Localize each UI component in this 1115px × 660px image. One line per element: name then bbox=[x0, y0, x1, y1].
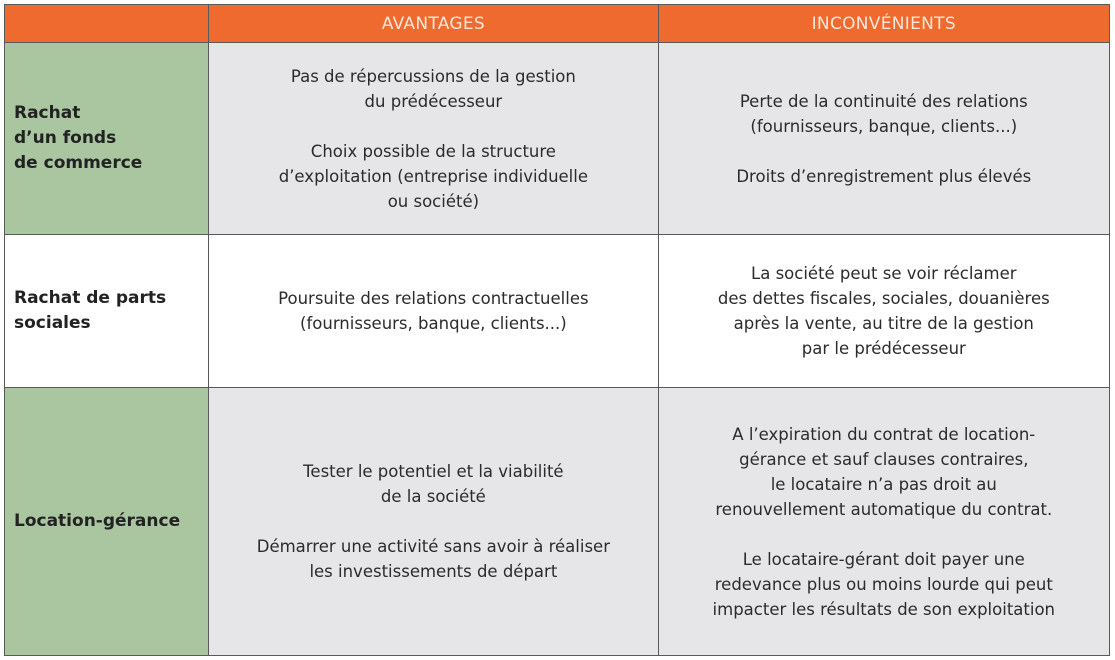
text-line: le locataire n’a pas droit au bbox=[770, 474, 997, 494]
advantages-cell bbox=[209, 235, 658, 388]
text-line: ou société) bbox=[387, 191, 480, 211]
comparison-table bbox=[4, 4, 1110, 656]
text-line: Perte de la continuité des relations bbox=[739, 91, 1028, 111]
text-line: du prédécesseur bbox=[364, 91, 503, 111]
row-label-line: Location-gérance bbox=[14, 511, 181, 531]
disadvantages-cell bbox=[658, 43, 1109, 235]
text-line: Poursuite des relations contractuelles bbox=[278, 289, 589, 308]
disadvantage-item bbox=[659, 164, 1109, 189]
text-line: Choix possible de la structure bbox=[310, 141, 556, 161]
row-label bbox=[5, 43, 209, 235]
text-line: Droits d’enregistrement plus élevés bbox=[736, 166, 1032, 186]
text-line: des dettes fiscales, sociales, douanières bbox=[717, 289, 1050, 308]
row-label-line: Rachat de parts bbox=[14, 288, 167, 308]
text-line: les investissements de départ bbox=[309, 562, 558, 581]
text-line: redevance plus ou moins lourde qui peut bbox=[714, 574, 1053, 594]
text-line: renouvellement automatique du contrat. bbox=[715, 499, 1053, 519]
disadvantages-cell bbox=[658, 388, 1109, 656]
table-row-location-gerance bbox=[5, 388, 1110, 656]
header-disadvantages: INCONVÉNIENTS bbox=[658, 5, 1109, 43]
advantage-item bbox=[209, 459, 657, 509]
table-row-rachat-parts bbox=[5, 235, 1110, 388]
table-row-rachat-fonds bbox=[5, 43, 1110, 235]
text-line: d’exploitation (entreprise individuelle bbox=[278, 166, 589, 186]
header-corner bbox=[5, 5, 209, 43]
row-label-line: d’un fonds bbox=[14, 128, 117, 148]
text-line: impacter les résultats de son exploitation bbox=[712, 599, 1056, 619]
header-row bbox=[5, 5, 1110, 43]
text-line: Pas de répercussions de la gestion bbox=[290, 66, 576, 86]
row-label-line: sociales bbox=[14, 313, 91, 333]
text-line: après la vente, au titre de la gestion bbox=[733, 314, 1034, 333]
disadvantage-item bbox=[659, 422, 1109, 522]
row-label bbox=[5, 235, 209, 388]
header-advantages: AVANTAGES bbox=[209, 5, 658, 43]
row-label-line: Rachat bbox=[14, 103, 81, 123]
disadvantages-cell bbox=[658, 235, 1109, 388]
advantages-cell bbox=[209, 388, 658, 656]
disadvantage-item bbox=[659, 261, 1109, 361]
text-line: de la société bbox=[380, 487, 486, 506]
advantage-item bbox=[209, 64, 657, 114]
text-line: La société peut se voir réclamer bbox=[751, 264, 1017, 283]
text-line: (fournisseurs, banque, clients...) bbox=[750, 116, 1018, 136]
text-line: par le prédécesseur bbox=[801, 339, 966, 358]
row-label bbox=[5, 388, 209, 656]
text-line: Le locataire-gérant doit payer une bbox=[742, 549, 1025, 569]
advantage-item bbox=[209, 286, 657, 336]
row-label-line: de commerce bbox=[14, 153, 143, 173]
text-line: Démarrer une activité sans avoir à réaliser bbox=[256, 537, 610, 556]
text-line: A l’expiration du contrat de location- bbox=[732, 424, 1036, 444]
advantages-cell bbox=[209, 43, 658, 235]
text-line: gérance et sauf clauses contraires, bbox=[739, 449, 1029, 469]
text-line: Tester le potentiel et la viabilité bbox=[303, 462, 564, 481]
disadvantage-item bbox=[659, 89, 1109, 139]
advantage-item bbox=[209, 534, 657, 584]
text-line: (fournisseurs, banque, clients...) bbox=[300, 314, 567, 333]
disadvantage-item bbox=[659, 547, 1109, 622]
advantage-item bbox=[209, 139, 657, 214]
